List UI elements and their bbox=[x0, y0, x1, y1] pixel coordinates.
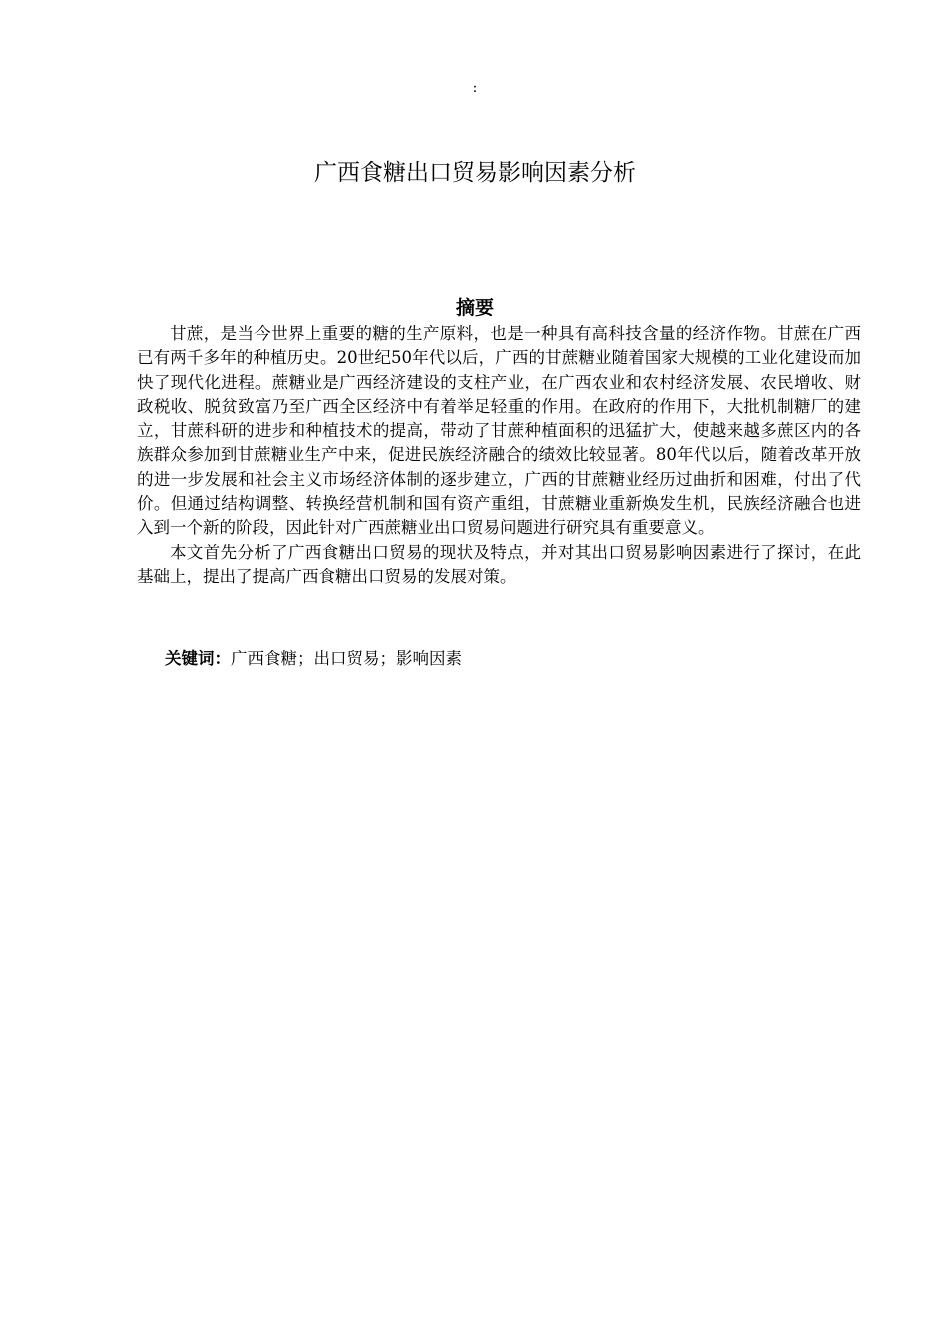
abstract-body bbox=[137, 322, 861, 589]
abstract-heading: 摘要 bbox=[455, 297, 494, 319]
abstract-paragraph-2: 本文首先分析了广西食糖出口贸易的现状及特点，并对其出口贸易影响因素进行了探讨，在此基础上，提出了提高广西食糖出口贸易的发展对策。 bbox=[137, 542, 861, 586]
document-title: 广西食糖出口贸易影响因素分析 bbox=[314, 160, 636, 186]
abstract-paragraph-1: 甘蔗，是当今世界上重要的糖的生产原料，也是一种具有高科技含量的经济作物。甘蔗在广西已有两千多年的种植历史。20世纪50年代以后，广西的甘蔗糖业随着国家大规模的工业化建设而加快了现代化进程。蔗糖业是广西经济建设的支柱产业，在广西农业和农村经济发展、农民增收、财政税收、脱贫致富乃至广西全区经济中有着举足轻重的作用。在政府的作用下，大批机制糖厂的建立，甘蔗科研的进步和种植技术的提高，带动了甘蔗种植面积的迅猛扩大，使越来越多蔗区内的各族群众参加到甘蔗糖业生产中来，促进民族经济融合的绩效比较显著。80年代以后，随着改革开放的进一步发展和社会主义市场经济体制的逐步建立，广西的甘蔗糖业经历过曲折和困难，付出了代价。但通过结构调整、转换经营机制和国有资产重组，甘蔗糖业重新焕发生机，民族经济融合也进入到一个新的阶段，因此针对广西蔗糖业出口贸易问题进行研究具有重要意义。 bbox=[137, 324, 861, 538]
header-mark: : bbox=[472, 80, 478, 96]
keywords-text: 广西食糖；出口贸易；影响因素 bbox=[231, 649, 462, 668]
keywords-label: 关键词： bbox=[165, 649, 231, 668]
keywords-line bbox=[165, 647, 861, 671]
